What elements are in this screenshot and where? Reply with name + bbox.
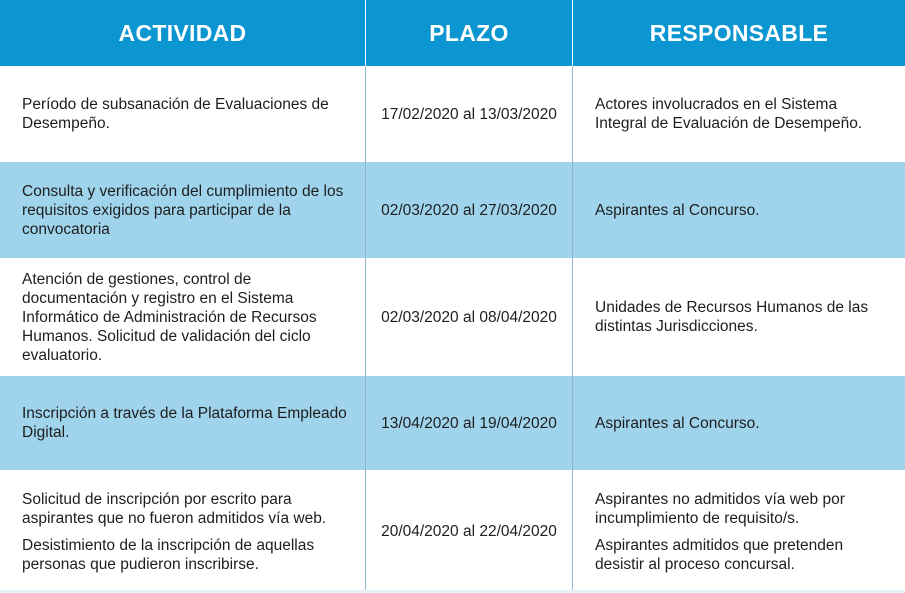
table-row — [0, 376, 905, 470]
actividad-text: Consulta y verificación del cumplimiento de los requisitos exigidos para participar de la convocatoria — [22, 182, 344, 238]
header-plazo: PLAZO — [366, 0, 573, 66]
cell-plazo: 17/02/2020 al 13/03/2020 — [366, 66, 573, 162]
cell-responsable — [573, 258, 905, 376]
cell-plazo: 02/03/2020 al 27/03/2020 — [366, 162, 573, 258]
responsable-text: Aspirantes no admitidos vía web por incumplimiento de requisito/s. — [595, 490, 845, 527]
cell-actividad — [0, 162, 366, 258]
cell-actividad — [0, 376, 366, 470]
header-responsable: RESPONSABLE — [649, 19, 829, 46]
cell-actividad — [0, 66, 366, 162]
cell-actividad — [0, 258, 366, 376]
cell-plazo: 02/03/2020 al 08/04/2020 — [366, 258, 573, 376]
table-header — [0, 0, 905, 66]
responsable-text: Aspirantes al Concurso. — [595, 201, 760, 219]
cell-responsable — [573, 66, 905, 162]
table-row — [0, 162, 905, 258]
responsable-text: Aspirantes admitidos que pretenden desistir al proceso concursal. — [595, 536, 844, 573]
cell-actividad — [0, 470, 366, 593]
cell-plazo: 13/04/2020 al 19/04/2020 — [366, 376, 573, 470]
cell-plazo: 20/04/2020 al 22/04/2020 — [366, 470, 573, 593]
cell-responsable — [573, 376, 905, 470]
table-row — [0, 470, 905, 593]
actividad-text: Desistimiento de la inscripción de aquellas personas que pudieron inscribirse. — [22, 536, 315, 573]
table-row — [0, 66, 905, 162]
cell-responsable — [573, 470, 905, 593]
responsable-text: Unidades de Recursos Humanos de las distintas Jurisdicciones. — [595, 299, 869, 335]
responsable-text: Aspirantes al Concurso. — [595, 414, 760, 432]
actividad-text: Atención de gestiones, control de documentación y registro en el Sistema Informático de Administración de Recursos Humanos. Solicitud de validación del ciclo evaluatorio. — [22, 270, 317, 364]
responsable-text: Actores involucrados en el Sistema Integral de Evaluación de Desempeño. — [595, 96, 863, 132]
actividad-text: Solicitud de inscripción por escrito para aspirantes que no fueron admitidos vía web. — [22, 490, 327, 527]
table-row — [0, 258, 905, 376]
header-actividad: ACTIVIDAD — [0, 0, 366, 66]
cell-responsable — [573, 162, 905, 258]
actividad-text: Inscripción a través de la Plataforma Empleado Digital. — [22, 405, 347, 441]
actividad-text: Período de subsanación de Evaluaciones de Desempeño. — [22, 96, 329, 132]
